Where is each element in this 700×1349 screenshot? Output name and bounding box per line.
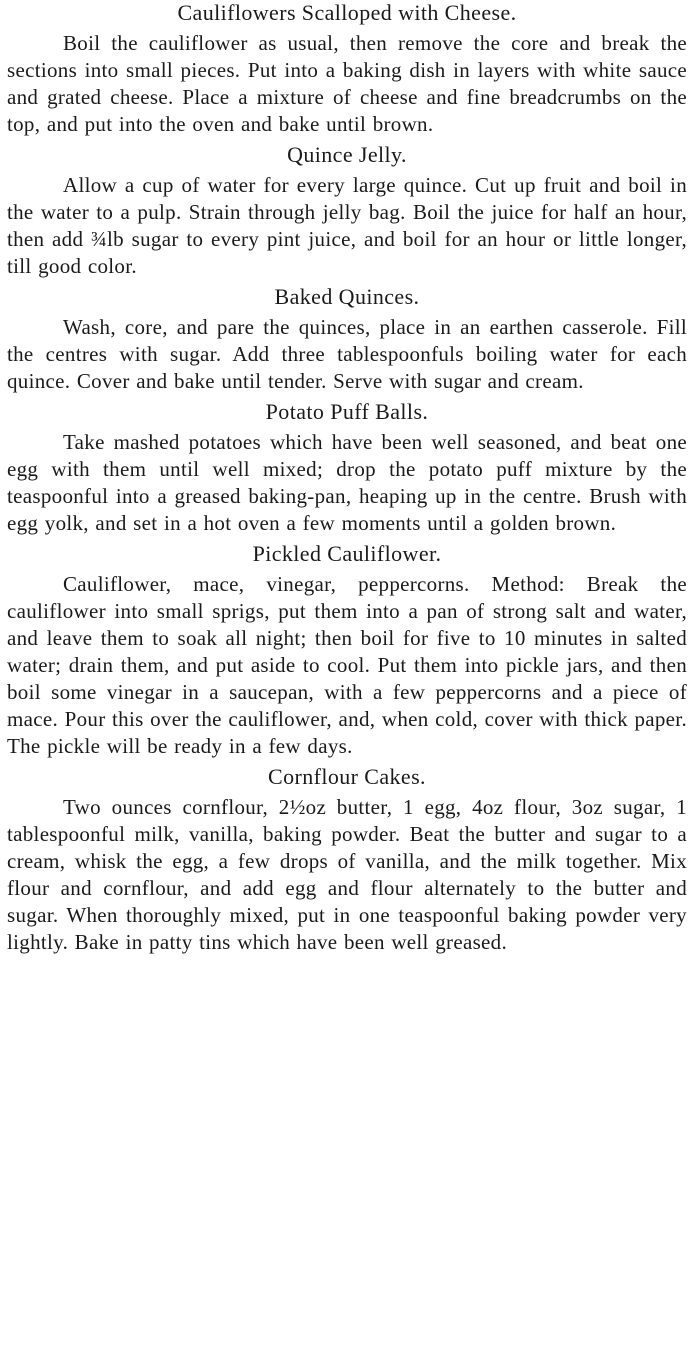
- recipe-title: Pickled Cauliflower.: [252, 541, 442, 566]
- recipe-body: Wash, core, and pare the quinces, place in an earthen casserole. Fill the centres with sugar. Add three tablespoonfuls boiling water for each quince. Cover and bake until tender. Serve with sugar and cream.: [7, 315, 687, 393]
- recipe-title: Quince Jelly.: [287, 142, 407, 167]
- recipe-pickled-cauliflower: [7, 541, 687, 760]
- recipe-body: Take mashed potatoes which have been well seasoned, and beat one egg with them until well mixed; drop the potato puff mixture by the teaspoonful into a greased baking-pan, heaping up in the centre. Brush with egg yolk, and set in a hot oven a few moments until a golden brown.: [7, 430, 687, 535]
- recipe-body: Cauliflower, mace, vinegar, peppercorns. Method: Break the cauliflower into small sprigs, put them into a pan of strong salt and water, and leave them to soak all night; then boil for five to 10 minutes in salted water; drain them, and put aside to cool. Put them into pickle jars, and then boil some vinegar in a saucepan, with a few peppercorns and a piece of mace. Pour this over the cauliflower, and, when cold, cover with thick paper. The pickle will be ready in a few days.: [7, 572, 687, 758]
- recipe-title: Potato Puff Balls.: [265, 399, 429, 424]
- recipe-title: Cornflour Cakes.: [268, 764, 426, 789]
- recipe-potato-puff-balls: [7, 399, 687, 537]
- recipe-baked-quinces: [7, 284, 687, 395]
- recipe-body: Two ounces cornflour, 2½oz butter, 1 egg, 4oz flour, 3oz sugar, 1 tablespoonful milk, vanilla, baking powder. Beat the butter and sugar to a cream, whisk the egg, a few drops of vanilla, and the milk together. Mix flour and cornflour, and add egg and flour alternately to the butter and sugar. When thoroughly mixed, put in one teaspoonful baking powder very lightly. Bake in patty tins which have been well greased.: [7, 795, 687, 954]
- recipe-body: Allow a cup of water for every large quince. Cut up fruit and boil in the water to a pulp. Strain through jelly bag. Boil the juice for half an hour, then add ¾lb sugar to every pint juice, and boil for an hour or little longer, till good color.: [7, 173, 687, 278]
- recipe-column: [7, 0, 687, 960]
- recipe-cauliflowers-scalloped: [7, 0, 687, 138]
- recipe-title: Cauliflowers Scalloped with Cheese.: [177, 0, 517, 25]
- recipe-cornflour-cakes: [7, 764, 687, 956]
- recipe-body: Boil the cauliflower as usual, then remove the core and break the sections into small pieces. Put into a baking dish in layers with white sauce and grated cheese. Place a mixture of cheese and fine breadcrumbs on the top, and put into the oven and bake until brown.: [7, 31, 687, 136]
- recipe-title: Baked Quinces.: [274, 284, 420, 309]
- recipe-quince-jelly: [7, 142, 687, 280]
